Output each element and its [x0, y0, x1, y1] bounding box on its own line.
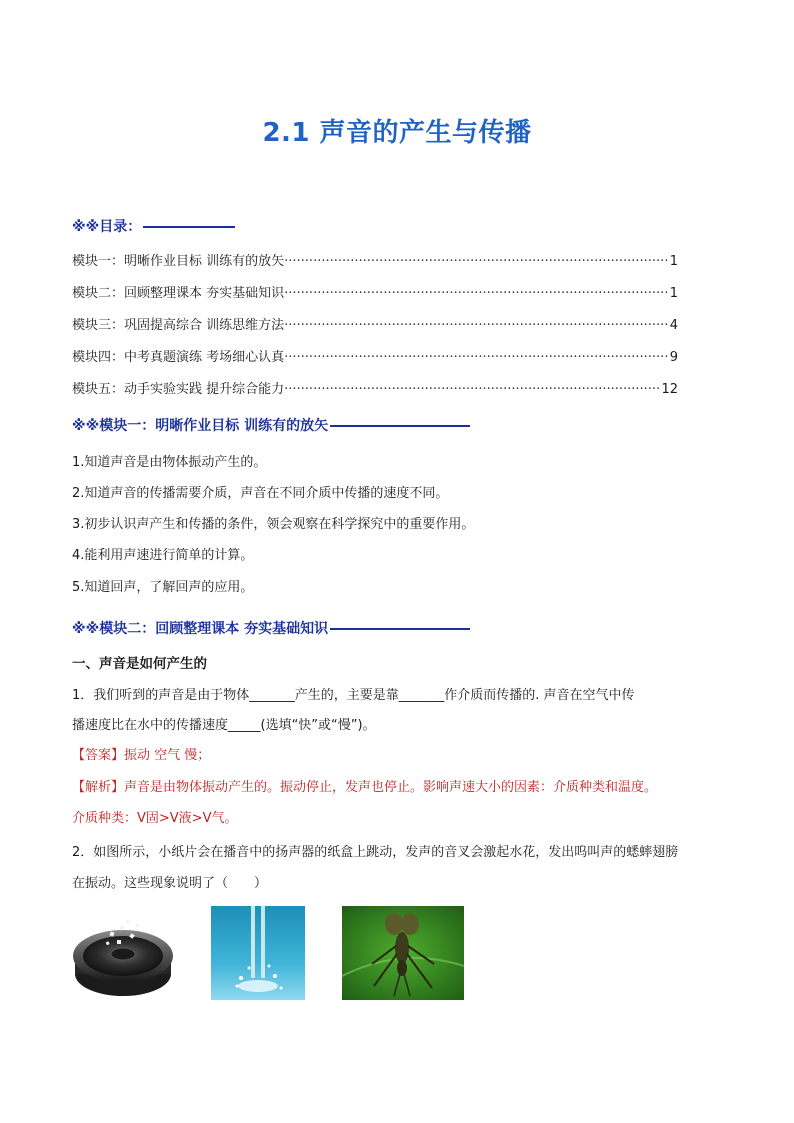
answer-tag: 【答案】 — [72, 748, 125, 763]
toc-item-page: 1 — [669, 254, 678, 269]
toc-item-page: 9 — [669, 350, 678, 365]
module1-heading-text: ※※模块一：明晰作业目标 训练有的放矢 — [72, 418, 329, 434]
module2-heading-text: ※※模块二：回顾整理课本 夯实基础知识 — [72, 621, 329, 637]
toc-item-label: 模块四：中考真题演练 考场细心认真 — [72, 350, 285, 365]
speaker-image — [70, 912, 176, 1000]
question-1-line-1: 1．我们听到的声音是由于物体_______产生的，主要是靠_______作介质而传播的. 声音在空气中传 — [72, 688, 635, 703]
toc-heading-text: ※※目录： — [72, 219, 142, 235]
heading-rule — [143, 226, 235, 228]
goal-item: 4.能利用声速进行简单的计算。 — [72, 548, 254, 563]
toc-item-page: 1 — [669, 286, 678, 301]
toc-item-label: 模块二：回顾整理课本 夯实基础知识 — [72, 286, 285, 301]
toc-item-page: 12 — [661, 382, 678, 397]
analysis-text: 声音是由物体振动产生的。振动停止，发声也停止。影响声速大小的因素：介质种类和温度。 — [124, 780, 658, 795]
toc-heading — [72, 216, 235, 236]
toc-item[interactable] — [72, 378, 678, 398]
analysis-line — [72, 777, 732, 799]
toc-item-label: 模块五：动手实验实践 提升综合能力 — [72, 382, 285, 397]
goal-item: 5.知道回声，了解回声的应用。 — [72, 580, 254, 595]
answer-text: 振动 空气 慢； — [124, 748, 211, 763]
heading-rule — [330, 425, 470, 427]
question-2-line-2: 在振动。这些现象说明了（ ） — [72, 876, 268, 891]
toc-item[interactable] — [72, 282, 678, 302]
goal-item: 2.知道声音的传播需要介质，声音在不同介质中传播的速度不同。 — [72, 486, 449, 501]
tuning-fork-water-image — [211, 906, 305, 1000]
answer-line — [72, 745, 732, 767]
toc-leader-dots — [284, 286, 668, 301]
analysis-line-2 — [72, 808, 732, 830]
page-title: 2.1 声音的产生与传播 — [262, 118, 532, 148]
toc-leader-dots — [284, 318, 668, 333]
module1-heading — [72, 415, 470, 435]
toc-item-page: 4 — [669, 318, 678, 333]
analysis-tag: 【解析】 — [72, 780, 125, 795]
toc-item-label: 模块一：明晰作业目标 训练有的放矢 — [72, 254, 285, 269]
toc-item[interactable] — [72, 346, 678, 366]
analysis-text-2: 介质种类：V固>V液>V气。 — [72, 811, 238, 826]
question-1-line-2: 播速度比在水中的传播速度_____(选填“快”或“慢”)。 — [72, 718, 376, 733]
toc-leader-dots — [284, 254, 668, 269]
toc-item[interactable] — [72, 250, 678, 270]
toc-leader-dots — [284, 382, 659, 397]
heading-rule — [330, 628, 470, 630]
module2-heading — [72, 618, 470, 638]
toc-item-label: 模块三：巩固提高综合 训练思维方法 — [72, 318, 285, 333]
question-2-line-1: 2．如图所示，小纸片会在播音中的扬声器的纸盒上跳动，发声的音叉会激起水花，发出呜叫声的蟋蟀翅膀 — [72, 845, 679, 860]
goal-item: 1.知道声音是由物体振动产生的。 — [72, 455, 267, 470]
cricket-image — [342, 906, 464, 1000]
goal-item: 3.初步认识声产生和传播的条件，领会观察在科学探究中的重要作用。 — [72, 517, 475, 532]
toc-leader-dots — [284, 350, 668, 365]
toc-item[interactable] — [72, 314, 678, 334]
subsection-heading: 一、声音是如何产生的 — [72, 656, 207, 672]
